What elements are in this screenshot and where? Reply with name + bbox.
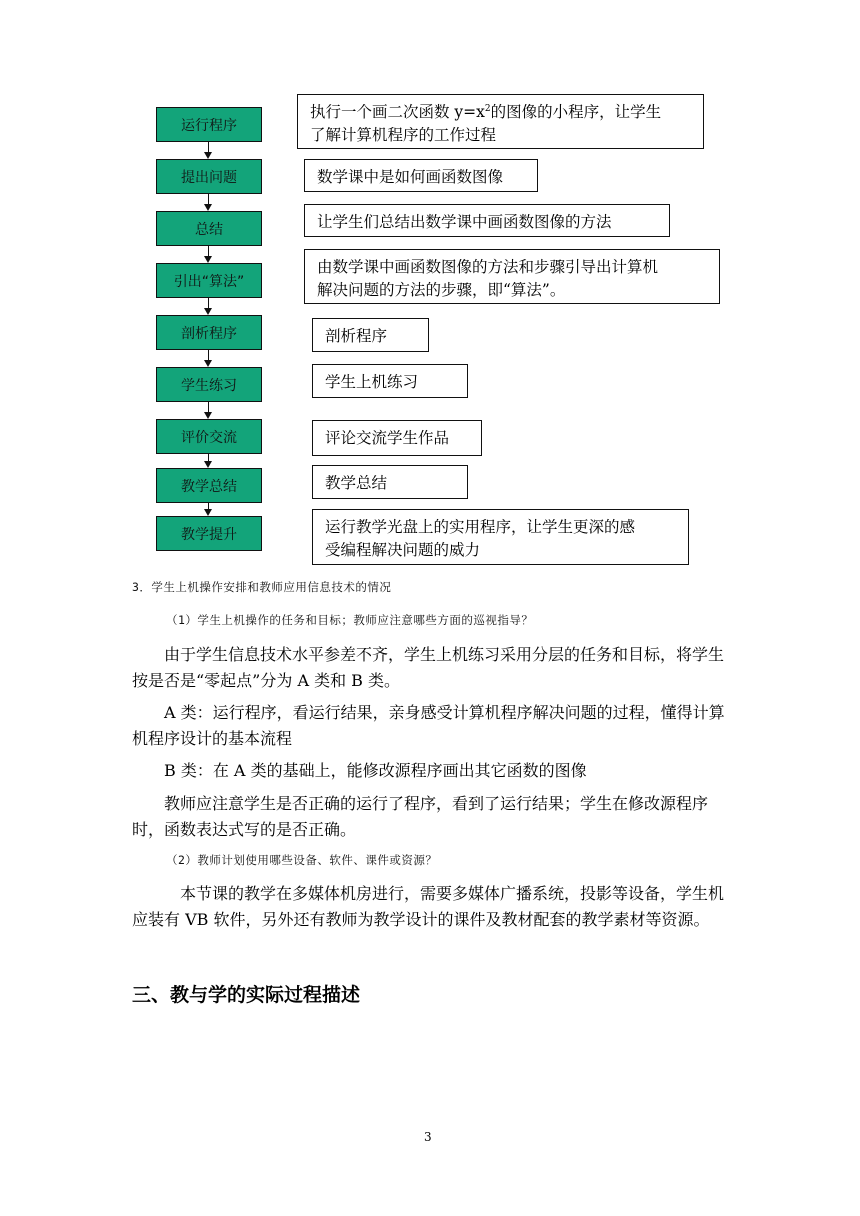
paragraph-resources: 本节课的教学在多媒体机房进行，需要多媒体广播系统，投影等设备，学生机应装有 VB 软件，另外还有教师为教学设计的课件及教材配套的教学素材等资源。 (132, 884, 725, 929)
flow-note-1 (297, 94, 704, 149)
note-text: 执行一个画二次函数 y=x (310, 103, 485, 121)
section-heading: 三、教与学的实际过程描述 (132, 984, 361, 1006)
paragraph-layered-tasks: 由于学生信息技术水平参差不齐，学生上机练习采用分层的任务和目标，将学生按是否是“零起点”分为 A 类和 B 类。 (132, 645, 725, 690)
note-text: 让学生们总结出数学课中画函数图像的方法 (317, 213, 612, 231)
paragraph-class-a: A 类：运行程序，看运行结果，亲身感受计算机程序解决问题的过程，懂得计算机程序设计的基本流程 (132, 703, 725, 748)
flow-step-student-practice: 学生练习 (156, 367, 262, 402)
paragraph-class-b: B 类：在 A 类的基础上，能修改源程序画出其它函数的图像 (164, 761, 587, 780)
flow-step-teaching-improve: 教学提升 (156, 516, 262, 551)
flow-step-introduce-algorithm: 引出“算法” (156, 263, 262, 298)
section-title: 3．学生上机操作安排和教师应用信息技术的情况 (132, 580, 392, 594)
flow-note-2 (304, 159, 538, 192)
flow-step-ask-question: 提出问题 (156, 159, 262, 194)
note-text: 评论交流学生作品 (325, 429, 450, 447)
flow-note-7 (312, 420, 482, 456)
flow-note-3 (304, 204, 670, 237)
note-text: 运行教学光盘上的实用程序，让学生更深的感 (325, 518, 636, 536)
page-number: 3 (424, 1130, 432, 1144)
note-text: 由数学课中画函数图像的方法和步骤引导出计算机 (317, 258, 659, 276)
note-text: 解决问题的方法的步骤，即“算法”。 (317, 281, 566, 299)
question-1: （1）学生上机操作的任务和目标；教师应注意哪些方面的巡视指导？ (166, 613, 534, 627)
flow-note-9 (312, 509, 689, 565)
flow-note-4 (304, 249, 720, 304)
flow-step-evaluate-exchange: 评价交流 (156, 419, 262, 454)
note-text: 数学课中是如何画函数图像 (317, 168, 504, 186)
flow-step-summarize: 总结 (156, 211, 262, 246)
question-2: （2）教师计划使用哪些设备、软件、课件或资源？ (166, 853, 438, 867)
note-text: 教学总结 (325, 474, 388, 492)
flow-step-analyze-program: 剖析程序 (156, 315, 262, 350)
flow-note-8 (312, 465, 468, 499)
superscript: 2 (484, 103, 491, 114)
flow-step-run-program: 运行程序 (156, 107, 262, 142)
flow-note-5 (312, 318, 429, 352)
flow-note-6 (312, 364, 468, 398)
note-text: 剖析程序 (325, 327, 388, 345)
note-text: 学生上机练习 (325, 373, 419, 391)
note-text: 的图像的小程序，让学生 (490, 103, 662, 121)
note-text: 了解计算机程序的工作过程 (310, 126, 497, 144)
flow-step-teaching-summary: 教学总结 (156, 468, 262, 503)
paragraph-teacher-attention: 教师应注意学生是否正确的运行了程序，看到了运行结果；学生在修改源程序时，函数表达式写的是否正确。 (132, 794, 709, 839)
note-text: 受编程解决问题的威力 (325, 541, 481, 559)
